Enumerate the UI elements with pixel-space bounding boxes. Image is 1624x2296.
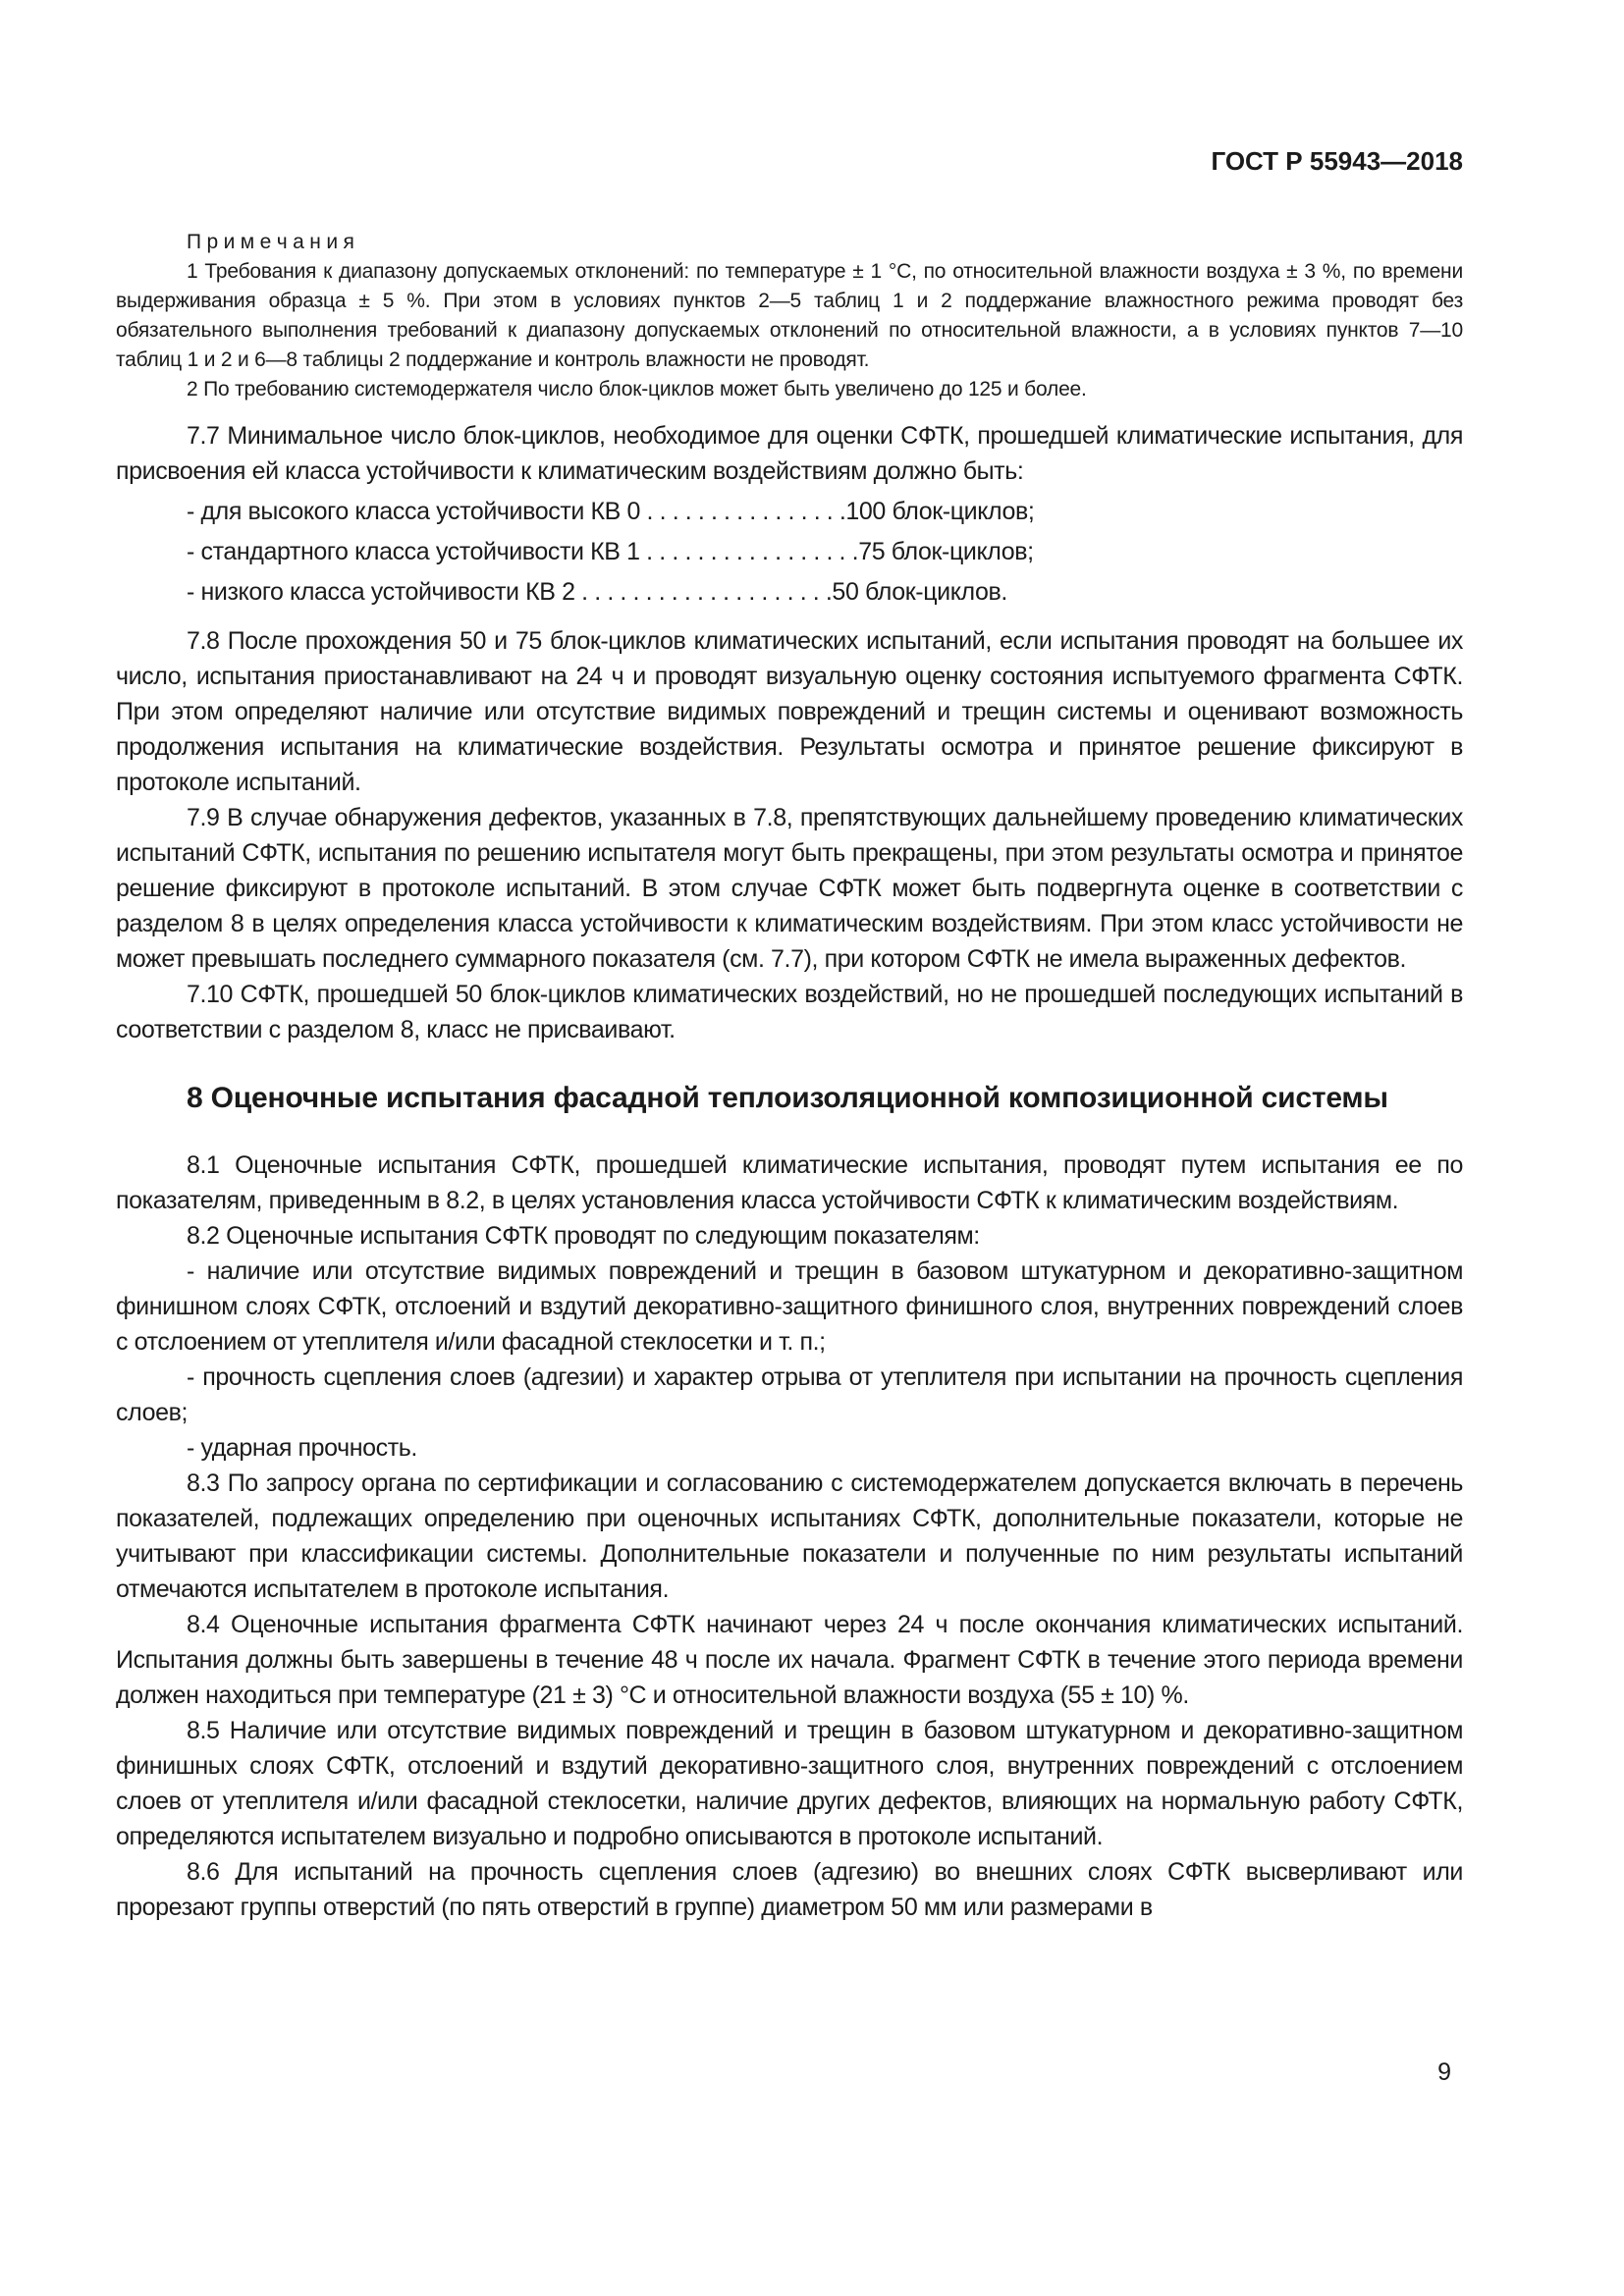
doc-code-header: ГОСТ Р 55943—2018 (1211, 146, 1463, 176)
class-kv2-leader-line: - низкого класса устойчивости КВ 2 . . . . . . . . . . . . . . . . . . . .50 блок-циклов. (187, 578, 1007, 606)
clause-8-1: 8.1 Оценочные испытания СФТК, прошедшей климатические испытания, проводят путем испытания ее по показателям, приведенным в 8.2, в целях установления класса устойчивости СФТК к климатическим воздействиям. (116, 1151, 1463, 1214)
clause-8-2: 8.2 Оценочные испытания СФТК проводят по следующим показателям: (187, 1222, 980, 1250)
clause-7-9: 7.9 В случае обнаружения дефектов, указанных в 7.8, препятствующих дальнейшему проведению климатических испытаний СФТК, испытания по решению испытателя могут быть прекращены, при этом результаты осмотра и принятое решение фиксируют в протоколе испытаний. В этом случае СФТК может быть подвергнута оценке в соответствии с разделом 8 в целях определения класса устойчивости к климатическим воздействиям. При этом класс устойчивости не может превышать последнего суммарного показателя (см. 7.7), при котором СФТК не имела выраженных дефектов. (116, 804, 1463, 973)
clause-8-6: 8.6 Для испытаний на прочность сцепления слоев (адгезию) во внешних слоях СФТК высверливают или прорезают группы отверстий (по пять отверстий в группе) диаметром 50 мм или размерами в (116, 1858, 1463, 1921)
indicator-item-1: - наличие или отсутствие видимых повреждений и трещин в базовом штукатурном и декоративно-защитном финишном слоях СФТК, отслоений и вздутий декоративно-защитного финишного слоя, внутренних повреждений слоев с отслоением от утеплителя и/или фасадной стеклосетки и т. п.; (116, 1257, 1463, 1356)
notes-block (116, 228, 1463, 404)
clause-7-10: 7.10 СФТК, прошедшей 50 блок-циклов климатических воздействий, но не прошедшей последующих испытаний в соответствии с разделом 8, класс не присваивают. (116, 981, 1463, 1043)
indicator-item-2: - прочность сцепления слоев (адгезии) и характер отрыва от утеплителя при испытании на прочность сцепления слоев; (116, 1363, 1463, 1426)
class-kv1-leader-line: - стандартного класса устойчивости КВ 1 . . . . . . . . . . . . . . . . .75 блок-циклов; (187, 538, 1034, 565)
clause-8-4: 8.4 Оценочные испытания фрагмента СФТК начинают через 24 ч после окончания климатических испытаний. Испытания должны быть завершены в течение 48 ч после их начала. Фрагмент СФТК в течение этого периода времени должен находиться при температуре (21 ± 3) °С и относительной влажности воздуха (55 ± 10) %. (116, 1611, 1463, 1709)
note-paragraph-2: 2 По требованию системодержателя число блок-циклов может быть увеличено до 125 и более. (187, 378, 1087, 400)
clause-7-7-list (116, 494, 1463, 610)
clause-7-7: 7.7 Минимальное число блок-циклов, необходимое для оценки СФТК, прошедшей климатические испытания, для присвоения ей класса устойчивости к климатическим воздействиям должно быть: (116, 422, 1463, 485)
notes-title: П р и м е ч а н и я (187, 231, 354, 253)
section-8-heading: 8 Оценочные испытания фасадной теплоизоляционной композиционной системы (187, 1082, 1388, 1114)
note-paragraph-1: 1 Требования к диапазону допускаемых отклонений: по температуре ± 1 °С, по относительной влажности воздуха ± 3 %, по времени выдерживания образца ± 5 %. При этом в условиях пунктов 2—5 таблиц 1 и 2 поддержание влажностного режима проводят без обязательного выполнения требований к диапазону допускаемых отклонений по относительной влажности, а в условиях пунктов 7—10 таблиц 1 и 2 и 6—8 таблицы 2 поддержание и контроль влажности не проводят. (116, 260, 1463, 371)
class-kv0-leader-line: - для высокого класса устойчивости КВ 0 . . . . . . . . . . . . . . . .100 блок-циклов; (187, 498, 1035, 525)
clause-7-8: 7.8 После прохождения 50 и 75 блок-циклов климатических испытаний, если испытания проводят на большее их число, испытания приостанавливают на 24 ч и проводят визуальную оценку состояния испытуемого фрагмента СФТК. При этом определяют наличие или отсутствие видимых повреждений и трещин системы и оценивают возможность продолжения испытания на климатические воздействия. Результаты осмотра и принятое решение фиксируют в протоколе испытаний. (116, 627, 1463, 796)
clause-8-5: 8.5 Наличие или отсутствие видимых повреждений и трещин в базовом штукатурном и декоративно-защитном финишных слоях СФТК, отслоений и вздутий декоративно-защитного слоя, внутренних повреждений с отслоением слоев от утеплителя и/или фасадной стеклосетки, наличие других дефектов, влияющих на нормальную работу СФТК, определяются испытателем визуально и подробно описываются в протоколе испытаний. (116, 1717, 1463, 1850)
indicator-item-3: - ударная прочность. (187, 1434, 417, 1462)
clause-8-3: 8.3 По запросу органа по сертификации и согласованию с системодержателем допускается включать в перечень показателей, подлежащих определению при оценочных испытаниях СФТК, дополнительные показатели, которые не учитывают при классификации системы. Дополнительные показатели и полученные по ним результаты испытаний отмечаются испытателем в протоколе испытания. (116, 1469, 1463, 1603)
page-number: 9 (1437, 2058, 1451, 2086)
